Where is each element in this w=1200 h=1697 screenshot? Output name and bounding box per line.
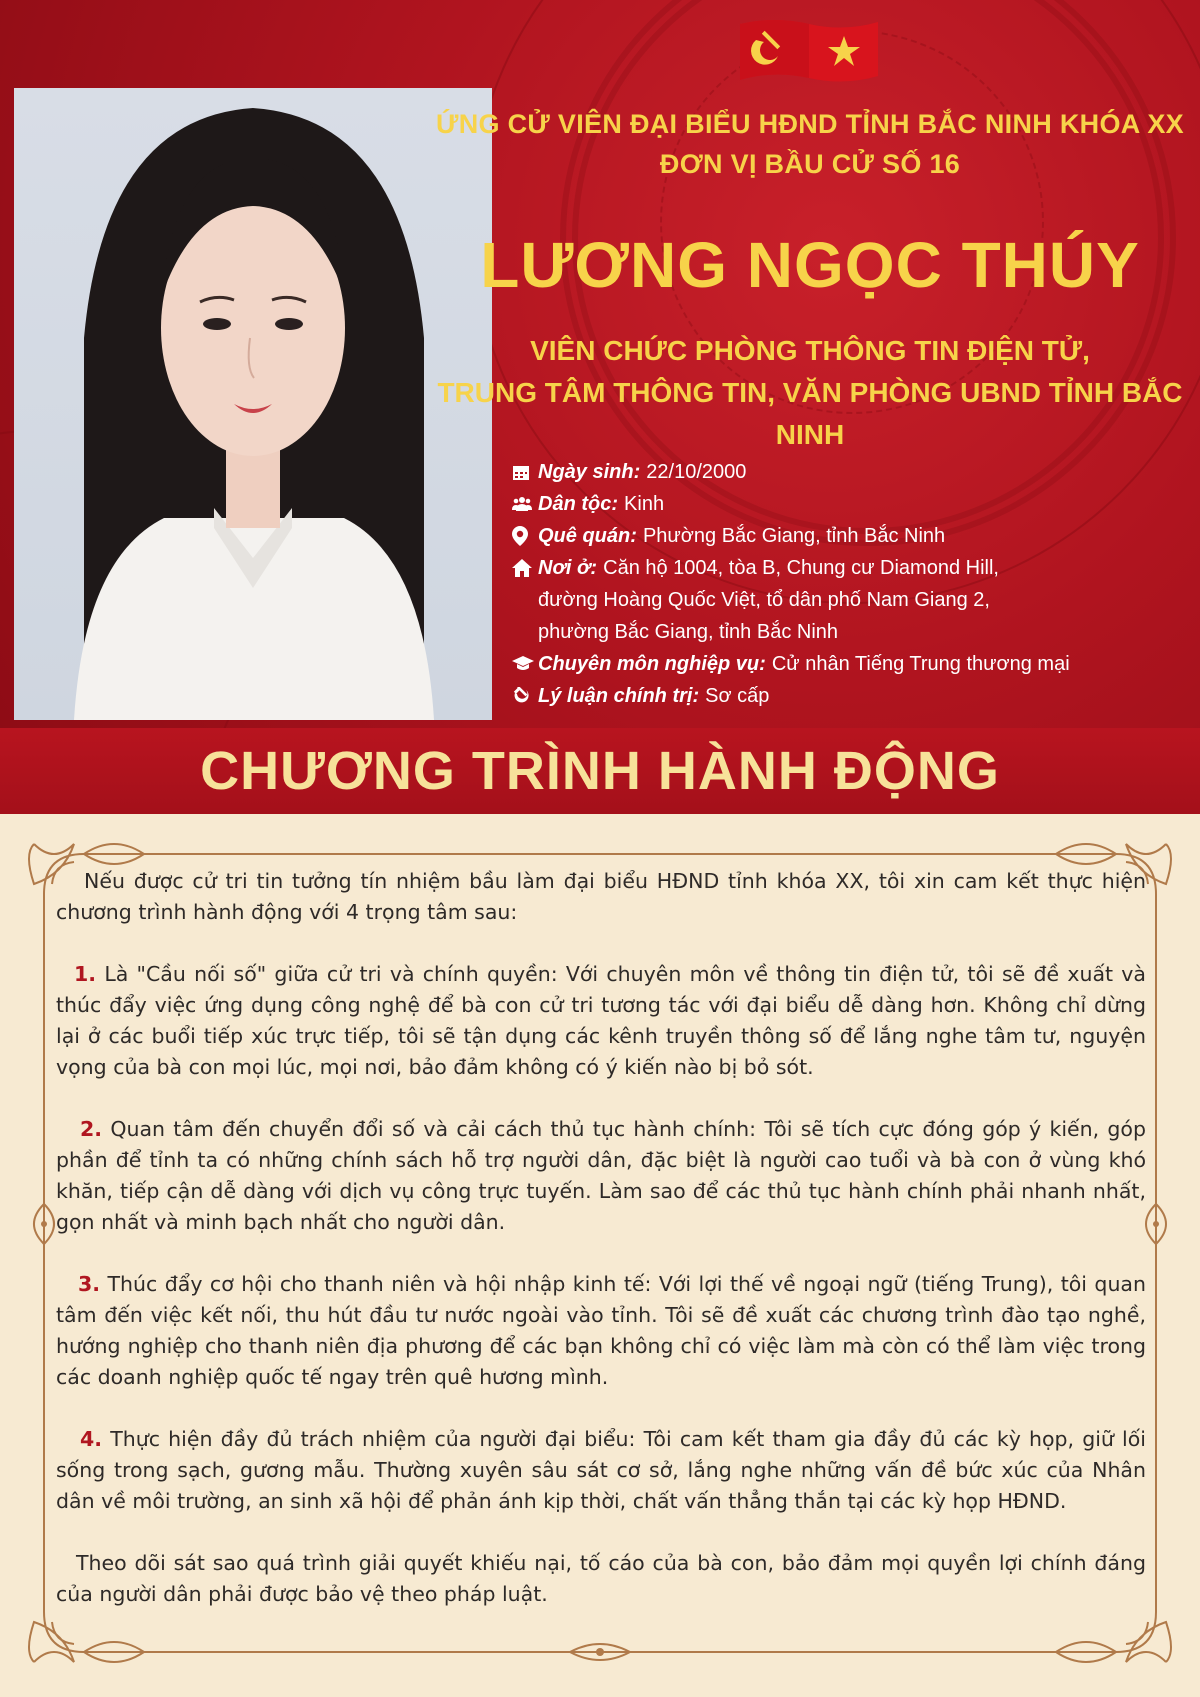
hammer-sickle-icon — [512, 680, 538, 712]
item-text: Quan tâm đến chuyển đổi số và cải cách thủ tục hành chính: Tôi sẽ tích cực đóng góp ý kiến, góp phần để tỉnh ta có những chính sách hỗ trợ người dân, đặc biệt là người cao tuổi và bà con ở vùng khó khăn, tiếp cận dễ dàng với dịch vụ công trực tuyến. Làm sao để các thủ tục hành chính phải nhanh nhất, gọn nhất và minh bạch nhất cho người dân. — [56, 1117, 1146, 1234]
info-profession — [512, 648, 1172, 680]
item-text: Là "Cầu nối số" giữa cử tri và chính quyền: Với chuyên môn về thông tin điện tử, tôi sẽ đề xuất và thúc đẩy việc ứng dụng công nghệ để bà con cử tri tương tác với đại biểu dễ dàng hơn. Không chỉ dừng lại ở các buổi tiếp xúc trực tiếp, tôi sẽ tận dụng các kênh truyền thông số để lắng nghe tâm tư, nguyện vọng của bà con mọi lúc, mọi nơi, bảo đảm không có ý kiến nào bị bỏ sót. — [56, 962, 1146, 1079]
residence-label: Nơi ở: — [538, 557, 598, 579]
residence-value-line-2: đường Hoàng Quốc Việt, tổ dân phố Nam Giang 2, — [538, 589, 990, 611]
program-item — [56, 1424, 1146, 1517]
program-item — [56, 959, 1146, 1083]
candidate-name: LƯƠNG NGỌC THÚY — [480, 229, 1140, 301]
info-residence — [512, 552, 1172, 584]
header-line-1: ỨNG CỬ VIÊN ĐẠI BIỂU HĐND TỈNH BẮC NINH KHÓA XX — [436, 109, 1184, 139]
program-text — [56, 866, 1146, 1641]
party-and-national-flag-icon — [734, 14, 884, 88]
house-icon — [512, 552, 538, 584]
section-title: CHƯƠNG TRÌNH HÀNH ĐỘNG — [200, 741, 1000, 801]
closing-text: Theo dõi sát sao quá trình giải quyết khiếu nại, tố cáo của bà con, bảo đảm mọi quyền lợi chính đáng của người dân phải được bảo vệ theo pháp luật. — [56, 1551, 1146, 1606]
info-ethnic — [512, 488, 1172, 520]
candidate-info — [512, 456, 1172, 712]
calendar-icon — [512, 456, 538, 488]
info-politics — [512, 680, 1172, 712]
graduation-cap-icon — [512, 648, 538, 680]
location-pin-icon — [512, 520, 538, 552]
candidate-portrait — [14, 88, 492, 720]
program-item — [56, 1269, 1146, 1393]
election-header — [430, 104, 1190, 184]
hometown-label: Quê quán: — [538, 525, 637, 547]
politics-value: Sơ cấp — [705, 685, 770, 707]
hero-section — [0, 0, 1200, 738]
hometown-value: Phường Bắc Giang, tỉnh Bắc Ninh — [642, 525, 946, 547]
ethnic-value: Kinh — [624, 493, 665, 515]
program-item — [56, 1114, 1146, 1238]
item-number: 4. — [80, 1427, 103, 1451]
item-number: 2. — [80, 1117, 103, 1141]
people-icon — [512, 488, 538, 520]
profession-value: Cử nhân Tiếng Trung thương mại — [771, 653, 1070, 675]
position-line-1: VIÊN CHỨC PHÒNG THÔNG TIN ĐIỆN TỬ, — [530, 335, 1090, 366]
item-number: 3. — [78, 1272, 101, 1296]
residence-value-line-3: phường Bắc Giang, tỉnh Bắc Ninh — [538, 621, 839, 643]
program-closing — [56, 1548, 1146, 1610]
section-banner — [0, 728, 1200, 814]
item-text: Thúc đẩy cơ hội cho thanh niên và hội nhập kinh tế: Với lợi thế về ngoại ngữ (tiếng Trung), tôi quan tâm đến việc kết nối, thu hút đầu tư nước ngoài vào tỉnh. Tôi sẽ đề xuất các chương trình đào tạo nghề, hướng nghiệp cho thanh niên địa phương để các bạn không chỉ có việc làm mà còn có thể làm việc trong các doanh nghiệp quốc tế ngay trên quê hương mình. — [56, 1272, 1146, 1389]
dob-value: 22/10/2000 — [646, 461, 747, 483]
item-number: 1. — [74, 962, 97, 986]
residence-value-line-1: Căn hộ 1004, tòa B, Chung cư Diamond Hill, — [603, 557, 999, 579]
intro-text: Nếu được cử tri tin tưởng tín nhiệm bầu làm đại biểu HĐND tỉnh khóa XX, tôi xin cam kết thực hiện chương trình hành động với 4 trọng tâm sau: — [56, 869, 1146, 924]
dob-label: Ngày sinh: — [538, 461, 641, 483]
ethnic-label: Dân tộc: — [538, 493, 618, 515]
politics-label: Lý luận chính trị: — [538, 685, 700, 707]
info-hometown — [512, 520, 1172, 552]
profession-label: Chuyên môn nghiệp vụ: — [538, 653, 766, 675]
header-line-2: ĐƠN VỊ BẦU CỬ SỐ 16 — [659, 149, 961, 179]
program-intro — [56, 866, 1146, 928]
candidate-position — [430, 330, 1190, 456]
position-line-2: TRUNG TÂM THÔNG TIN, VĂN PHÒNG UBND TỈNH BẮC NINH — [437, 377, 1183, 450]
item-text: Thực hiện đầy đủ trách nhiệm của người đại biểu: Tôi cam kết tham gia đầy đủ các kỳ họp, giữ lối sống trong sạch, gương mẫu. Thường xuyên sâu sát cơ sở, lắng nghe những vấn đề bức xúc của Nhân dân về môi trường, an sinh xã hội để phản ánh kịp thời, chất vấn thẳng thắn tại các kỳ họp HĐND. — [56, 1427, 1146, 1513]
info-dob — [512, 456, 1172, 488]
